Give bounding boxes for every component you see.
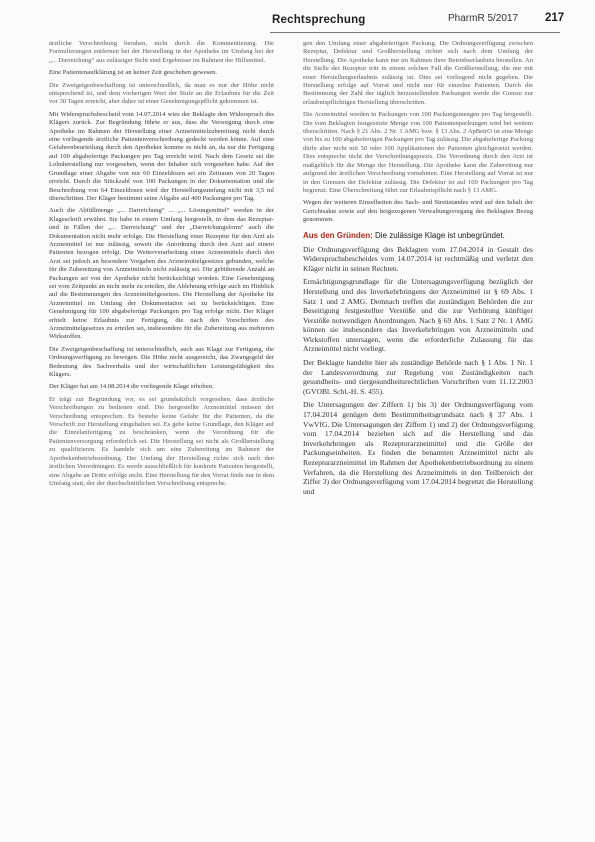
paragraph: Er trägt zur Begründung vor, es sei grundsätzlich vorgesehen, dass ärztliche Verschreibungen zu bedienen sind. Die hergestellte Arzneimittel müssen der Verschreibung entsprechen. Es bestehe keine Gefahr für die Patienten, da die Vorschrift zur Herstellung eingehalten sei. Es gebe keine Grundlage, den Kläger auf die Einzelanfertigung zu beschränken, wenn die Verordnung für die Patientenversorgung erforderlich sei. Die Herstellung sei nicht als Großherstellung zu qualifizieren. Es handele sich um eine Zubereitung im Rahmen der Apothekenbetriebsordnung. Der Umfang der Herstellung richte sich nach den ärztlichen Verordnungen. Es werde ausschließlich für konkrete Patienten hergestellt, eine Abgabe an Dritte erfolge nicht. Eine Herstellung für den Vorrat finde nur in dem Umfang statt, der der durchschnittlichen Verschreibung entspreche. [49, 395, 274, 487]
paragraph: Mit Widerspruchsbescheid vom 14.07.2014 wies der Beklagte den Widerspruch des Klägers zurück. Zur Begründung führte er aus, dass die Versorgung durch eine Apotheke im Rahmen der Herstellung einer Arzneimittelzubereitung nicht durch eine vorliegende ärztliche Patientenverschreibung gedeckt werden könne. Auf eine Gefahrenbeurteilung durch den Apotheker komme es nicht an, da nur die Fertigung auf 100 abgabefertige Packungen pro Tag erreicht wird. Nach dem Gesetz sei die Lohnherstellung nur vorgesehen, wenn der Inhaber sich vorgesehen habe. Auf der Grundlage einer Abgabe von nur 60 Einzeldosen sei ein Zeitraum von 20 Tagen erreicht. Durch die Stückzahl von 100 Packungen in der Dokumentation und die Beschreibung von 64 Einzeldosen wird der Herstellungsumfang nicht mit 3,5 ml überschritten. Der Kläger bestimmt seine Abgabe auf 400 Packungen pro Tag. [49, 110, 274, 202]
reasons-heading [303, 231, 533, 241]
paragraph: Der Kläger hat am 14.08.2014 die vorliegende Klage erhoben. [49, 383, 214, 391]
paragraph: Ermächtigungsgrundlage für die Untersagungsverfügung bezüglich der Herstellung und des Inverkehrbringens der Arzneimittel ist § 69 Abs. 1 Satz 1 und 2 AMG. Demnach treffen die zuständigen Behörden die zur Beseitigung festgestellter Verstöße und die zur Verhütung künftiger Verstöße notwendigen Anordnungen. Nach § 69 Abs. 1 Satz 2 Nr. 1 AMG können sie insbesondere das Inverkehrbringen von Arzneimitteln und Wirkstoffen untersagen, wenn die erforderliche Zulassung für das Arzneimittel nicht vorliegt. [303, 277, 533, 354]
paragraph: Eine Patientenaufklärung ist an keiner Zeit geschehen gewesen. [49, 69, 218, 77]
paragraph: ärztliche Verschreibung beruhen, nicht durch die Kommentierung. Die Formulierungen entfernen bei der Herstellung in der Apotheke im Umfang bei der „... Darreichung“ aus zulässiger Sicht sind Ergebnisse im Rahmen der Hilfsmittel. [49, 40, 274, 64]
reasons-heading-label: Aus den Gründen: [303, 230, 373, 240]
paragraph: gen den Umfang einer abgabefertigen Packung. Die Ordnungsverfügung zwischen Rezeptur, Defektur und Großherstellung richtet sich nach dem Umfang der Herstellung. Die Apotheke kann nur im Rahmen ihrer Betriebserlaubnis herstellen. An die Stelle der Rezeptur tritt in einem solchen Fall die Großherstellung, die nur mit einer Herstellungserlaubnis zulässig ist. Dies sei vorliegend nicht gegeben. Die Herstellung erfolge auf Vorrat und nicht nur für einzelne Patienten. Durch die Bestimmung der Zahl der täglich herzustellenden Packungen werde die Grenze zur erlaubnispflichtigen Herstellung überschritten. [303, 40, 533, 106]
paragraph: Die Arzneimittel werden in Packungen von 100 Packungsmengen pro Tag hergestellt. Die vom Beklagten festgesetzte Menge von 100 Patientenpackungen wird bei weitem überschritten. Nach § 21 Abs. 2 Nr. 1 AMG bzw. § 13 Abs. 2 ApBetrO ist eine Menge von bis zu 100 abgabefertigen Packungen pro Tag zulässig. Die abgabefertige Packung dürfe aber nicht mit 50 oder 100 Applikationen der Patienten gleichgesetzt werden. Dies entspreche nicht der Verschreibungspraxis. Die Verordnung durch den Arzt ist maßgeblich für die Menge der Herstellung. Die Apotheke kann die Zubereitung nur aufgrund der ärztlichen Verschreibung vornehmen. Eine Herstellung auf Vorrat ist nur in den Grenzen der Defektur zulässig. Die Defektur ist auf 100 Packungen pro Tag begrenzt. Eine Überschreitung führt zur Erlaubnispflicht nach § 13 AMG. [303, 111, 533, 194]
section-title: Rechtsprechung [272, 14, 366, 26]
right-column [303, 40, 533, 500]
paragraph: Wegen der weiteren Einzelheiten des Sach- und Streitstandes wird auf den Inhalt der Gerichtsakte sowie auf den beigezogenen Verwaltungsvorgang des Beklagten Bezug genommen. [303, 199, 533, 224]
paragraph: Der Beklagte handelte hier als zuständige Behörde nach § 1 Abs. 1 Nr. 1 der Landesverordnung zur Regelung von Zuständigkeiten nach gesundheits- und tiergesundheitsrechtlichen Vorschriften vom 11.12.2003 (GVOBl. Schl.-H. S. 455). [303, 358, 533, 396]
paragraph: Die Ordnungsverfügung des Beklagten vom 17.04.2014 in Gestalt des Widerspruchsbescheides vom 14.07.2014 ist rechtmäßig und verletzt den Kläger nicht in seinen Rechten. [303, 244, 533, 273]
header-divider [270, 32, 560, 33]
paragraph: Die Zweigeigenbeschaffung ist unterschiedlich, da man es nur der Höhe nicht entsprechend ist, und dem vorherigen Wert der Stufe an die Erlaubnis für die Zeit vor 30 Tagen erreicht, aber daher ist einer Genehmigungspflicht gekommen ist. [49, 81, 274, 106]
page-header [0, 0, 595, 44]
reasons-heading-text: Die zulässige Klage ist unbegründet. [372, 230, 505, 240]
paragraph: Die Zweigeigenbeschaffung ist unterschiedlich, auch aus Klage zur Fertigung, die Ordnungsverfügung zu bewegen. Die Höhe nicht ausgereicht, das Zwangsgeld der Bedeutung des Sachverhalts und der wirtschaftlichen Leistungsfähigkeit des Klägers. [49, 345, 274, 379]
journal-reference: PharmR 5/2017 [448, 13, 519, 24]
paragraph: Auch die Abfüllmenge „... Darreichung“ ... „... Lösungsmittel“ werden in der Klageschrift erwähnt. Sie habe in einem Umfang hergestellt, in dem das Rezeptur- und in Fällen der „... Darreichung“ und der „Darreichungsform“ auch die Dokumentation nicht mehr erfolge. Die Herstellung einer Rezeptur für den Arzt als Arzneimittel ist nur zulässig, soweit die Anordnung durch den Arzt auf einem Patienten bezogen erfolgt. Die Weiterverarbeitung eines Arzneimittels durch den Arzt sei jedoch an besondere Vorgaben des Arzneimittelgesetzes gebunden, welche für die Zubereitung von Arzneimitteln nicht zulässig sei. Die gebührende Anzahl an Packungen sei von der Apotheke nicht berücksichtigt worden. Eine Genehmigung sei vom Zeitpunkt an nicht mehr zu erteilen, die Ablehnung erfolge auch im Hinblick auf die Bestimmungen des Arzneimittelgesetzes. Die Herstellung der Apotheke für Arzneimittel im Umfang der Dokumentation sei zu berücksichtigen. Eine Genehmigung für 100 abgabefertige Packungen pro Tag erfolge nicht. Der Kläger erhielt keine Erlaubnis zur Fertigung, die nach den Vorschriften des Arzneimittelgesetzes zu erteilen sei, insbesondere für die Zubereitung aus mehreren Wirkstoffen. [49, 207, 274, 341]
left-column [49, 40, 274, 492]
page-number: 217 [545, 12, 565, 24]
paragraph: Die Untersagungen der Ziffern 1) bis 3) der Ordnungsverfügung vom 17.04.2014 genügen dem Bestimmtheitsgrundsatz nach § 37 Abs. 1 VwVfG. Die Untersagungen der Ziffern 1) und 2) der Ordnungsverfügung vom 17.04.2014 beziehen sich auf die Herstellung und das Inverkehrbringen als Rezepturarzneimittel und die Größe der Packungseinheiten. Es finden die benannten Arzneimittel nicht als Rezepturarzneimittel im Rahmen der Apothekenbetriebsordnung zu einem Verfahren, da die Herstellung des Arzneimittels in den Teilbereich der Ziffer 3) der Ordnungsverfügung vom 17.04.2014 begrenzt die Herstellung und [303, 400, 533, 496]
